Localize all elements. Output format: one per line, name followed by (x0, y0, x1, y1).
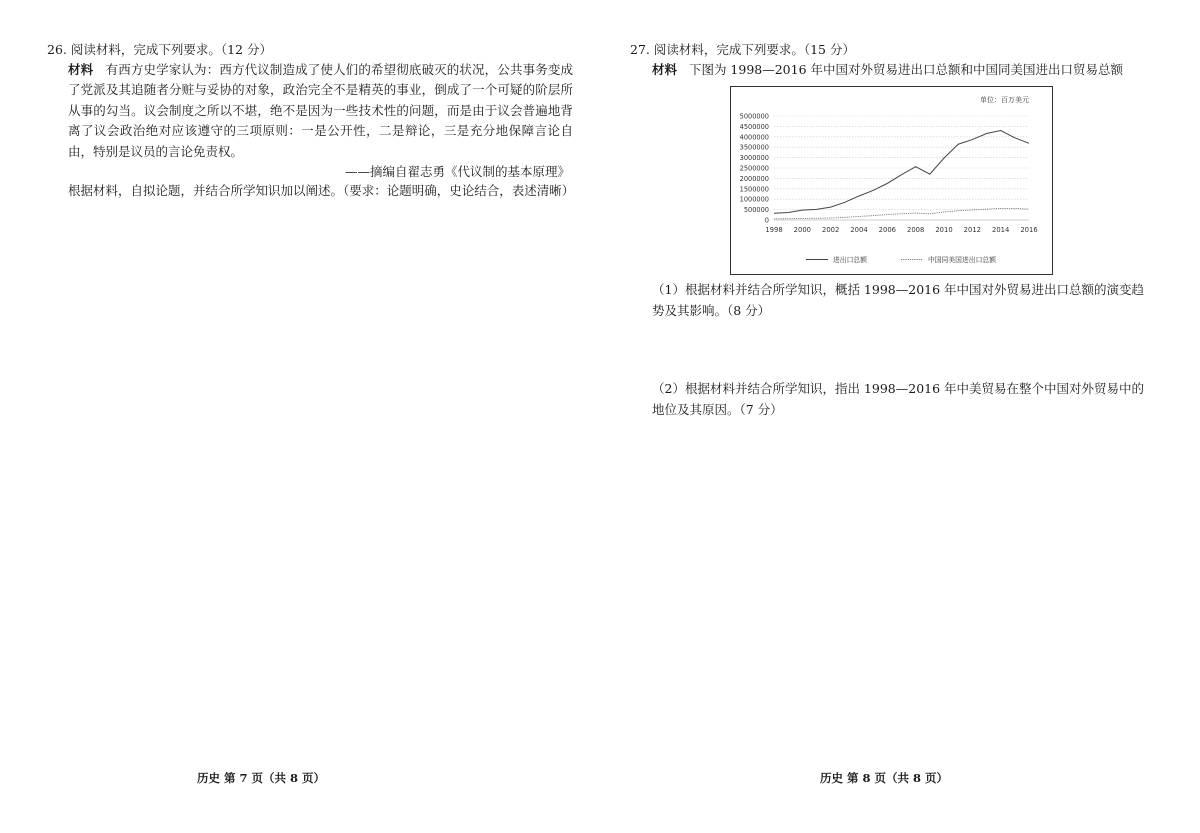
question-26-requirement: 根据材料，自拟论题，并结合所学知识加以阐述。（要求：论题明确，史论结合，表述清晰） (68, 183, 575, 198)
x-tick-label: 2014 (992, 226, 1010, 234)
chart-unit-label: 单位：百万美元 (980, 96, 1029, 104)
x-tick-label: 2012 (963, 226, 981, 234)
x-tick-label: 2010 (935, 226, 953, 234)
x-tick-label: 2016 (1020, 226, 1038, 234)
material-source: ——摘编自翟志勇《代议制的基本原理》 (344, 164, 570, 179)
y-tick-label: 1000000 (739, 195, 769, 204)
y-tick-label: 3000000 (739, 154, 769, 163)
x-tick-label: 2000 (793, 226, 811, 234)
question-27-title: 27. 阅读材料，完成下列要求。（15 分） (630, 42, 855, 57)
material-text: 有西方史学家认为：西方代议制造成了使人们的希望彻底破灭的状况，公共事务变成了党派及其追随者分赃与妥协的对象，政治完全不是精英的事业，倒成了一个可疑的阶层所从事的勾当。议会制度之所以不堪，绝不是因为一些技术性的问题，而是由于议会普遍地背离了议会政治绝对应该遵守的三项原则：一是公开性，二是辩论，三是充分地保障言论自由，特别是议员的言论免责权。 (68, 62, 573, 159)
x-tick-label: 2006 (878, 226, 896, 234)
y-tick-label: 0 (764, 216, 769, 225)
material-text: 下图为 1998—2016 年中国对外贸易进出口总额和中国同美国进出口贸易总额 (688, 62, 1124, 77)
series-line-1 (774, 131, 1029, 214)
x-tick-label: 2004 (850, 226, 868, 234)
legend-label-1: 进出口总额 (833, 256, 867, 264)
question-27-material (652, 60, 1157, 80)
y-tick-label: 4500000 (739, 122, 769, 131)
x-tick-label: 2008 (907, 226, 925, 234)
legend-label-2: 中国同美国进出口总额 (928, 256, 996, 264)
x-tick-label: 1998 (765, 226, 783, 234)
question-26-title: 26. 阅读材料，完成下列要求。（12 分） (47, 42, 272, 57)
y-tick-label: 4000000 (739, 133, 769, 142)
y-tick-label: 2000000 (739, 174, 769, 183)
question-27-sub2: （2）根据材料并结合所学知识，指出 1998—2016 年中美贸易在整个中国对外贸易中的地位及其原因。（7 分） (652, 381, 1145, 417)
y-tick-label: 2500000 (739, 164, 769, 173)
y-tick-label: 5000000 (739, 112, 769, 121)
y-tick-label: 3500000 (739, 143, 769, 152)
question-27-sub1: （1）根据材料并结合所学知识，概括 1998—2016 年中国对外贸易进出口总额的演变趋势及其影响。（8 分） (652, 282, 1145, 318)
material-label: 材料 (652, 62, 678, 77)
trade-chart (730, 86, 1053, 275)
material-label: 材料 (68, 62, 94, 77)
trade-line-chart (731, 87, 1052, 274)
y-tick-label: 1500000 (739, 185, 769, 194)
y-tick-label: 500000 (743, 206, 769, 215)
x-tick-label: 2002 (822, 226, 840, 234)
question-26-material (68, 60, 573, 162)
page-footer: 历史 第 7 页（共 8 页） (197, 771, 326, 785)
page-footer: 历史 第 8 页（共 8 页） (820, 771, 949, 785)
